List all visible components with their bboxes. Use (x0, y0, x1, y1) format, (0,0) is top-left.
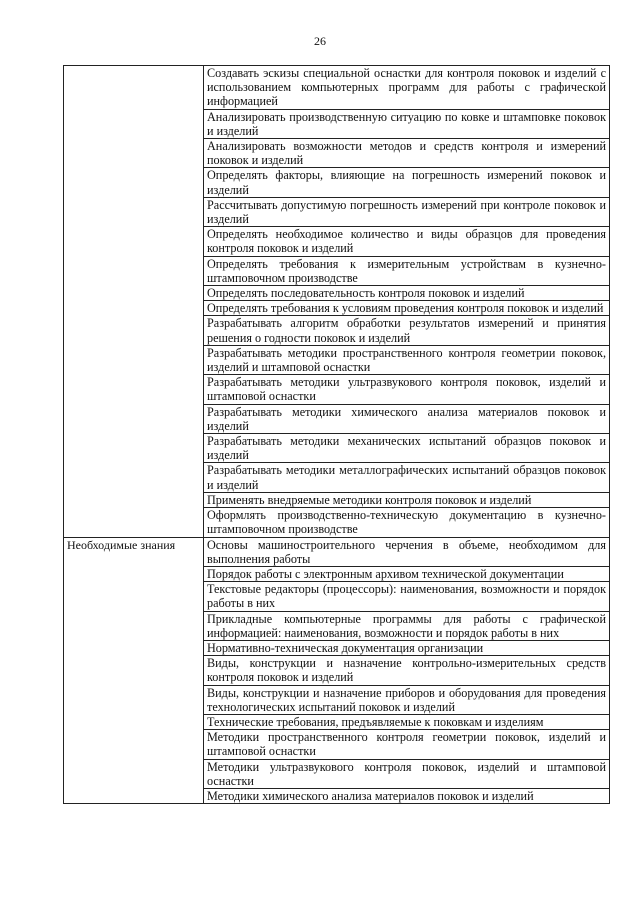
skills-item: Определять требования к измерительным устройствам в кузнечно-штамповочном производстве (204, 256, 610, 285)
skills-item: Применять внедряемые методики контроля поковок и изделий (204, 492, 610, 507)
knowledge-section-label: Необходимые знания (64, 537, 204, 804)
page-number: 26 (314, 34, 326, 48)
skills-item: Разрабатывать методики металлографических испытаний образцов поковок и изделий (204, 463, 610, 492)
skills-item: Разрабатывать методики механических испытаний образцов поковок и изделий (204, 434, 610, 463)
skills-item: Определять последовательность контроля поковок и изделий (204, 286, 610, 301)
skills-item: Создавать эскизы специальной оснастки для контроля поковок и изделий с использованием компьютерных программ для работы с графической информацией (204, 66, 610, 110)
knowledge-item: Основы машиностроительного черчения в объеме, необходимом для выполнения работы (204, 537, 610, 566)
knowledge-item: Нормативно-техническая документация организации (204, 640, 610, 655)
skills-item: Определять факторы, влияющие на погрешность измерений поковок и изделий (204, 168, 610, 197)
skills-row (64, 66, 610, 110)
knowledge-item: Текстовые редакторы (процессоры): наименования, возможности и порядок работы в них (204, 582, 610, 611)
skills-item: Анализировать производственную ситуацию по ковке и штамповке поковок и изделий (204, 109, 610, 138)
skills-item: Определять требования к условиям проведения контроля поковок и изделий (204, 301, 610, 316)
requirements-table (63, 65, 610, 804)
skills-item: Рассчитывать допустимую погрешность измерений при контроле поковок и изделий (204, 197, 610, 226)
knowledge-item: Прикладные компьютерные программы для работы с графической информацией: наименования, возможности и порядок работы в них (204, 611, 610, 640)
skills-item: Разрабатывать методики ультразвукового контроля поковок, изделий и штамповой оснастки (204, 375, 610, 404)
knowledge-item: Порядок работы с электронным архивом технической документации (204, 566, 610, 581)
knowledge-item: Виды, конструкции и назначение приборов и оборудования для проведения технологических испытаний поковок и изделий (204, 685, 610, 714)
knowledge-item: Технические требования, предъявляемые к поковкам и изделиям (204, 714, 610, 729)
skills-item: Оформлять производственно-техническую документацию в кузнечно-штамповочном производстве (204, 508, 610, 537)
skills-section-label (64, 66, 204, 538)
skills-item: Определять необходимое количество и виды образцов для проведения контроля поковок и изделий (204, 227, 610, 256)
requirements-table-body (64, 66, 610, 804)
knowledge-item: Методики пространственного контроля геометрии поковок, изделий и штамповой оснастки (204, 730, 610, 759)
skills-item: Разрабатывать методики химического анализа материалов поковок и изделий (204, 404, 610, 433)
knowledge-row (64, 537, 610, 566)
knowledge-item: Виды, конструкции и назначение контрольно-измерительных средств контроля поковок и изделий (204, 656, 610, 685)
skills-item: Разрабатывать алгоритм обработки результатов измерений и принятия решения о годности поковок и изделий (204, 316, 610, 345)
knowledge-item: Методики ультразвукового контроля поковок, изделий и штамповой оснастки (204, 759, 610, 788)
skills-item: Разрабатывать методики пространственного контроля геометрии поковок, изделий и штамповой оснастки (204, 345, 610, 374)
knowledge-item: Методики химического анализа материалов поковок и изделий (204, 788, 610, 803)
skills-item: Анализировать возможности методов и средств контроля и измерений поковок и изделий (204, 139, 610, 168)
